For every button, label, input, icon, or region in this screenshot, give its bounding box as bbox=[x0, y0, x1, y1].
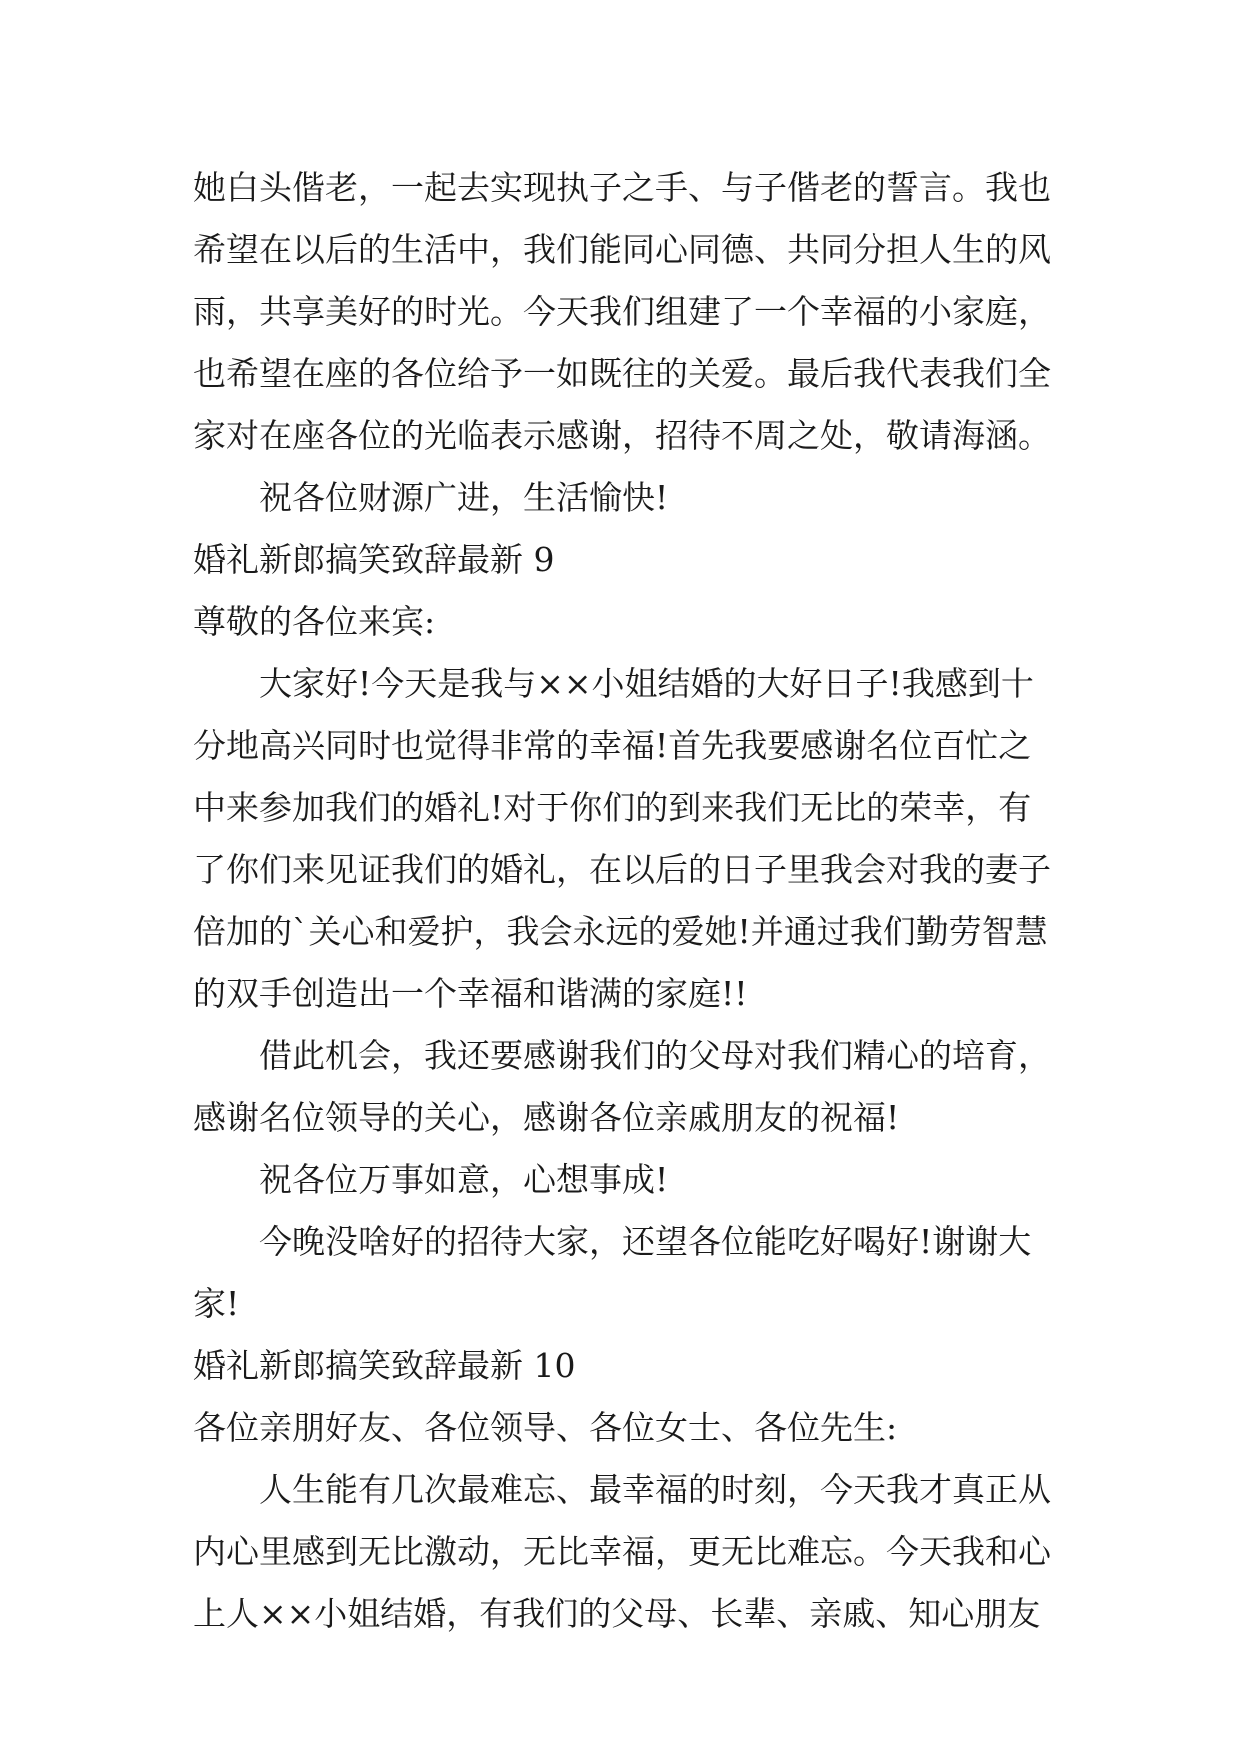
text-line: 上人××小姐结婚，有我们的父母、长辈、亲戚、知心朋友 bbox=[193, 1594, 1041, 1633]
text-line: 各位亲朋好友、各位领导、各位女士、各位先生: bbox=[193, 1408, 898, 1447]
text-line: 大家好!今天是我与××小姐结婚的大好日子!我感到十 bbox=[259, 664, 1034, 703]
text-line: 希望在以后的生活中，我们能同心同德、共同分担人生的风 bbox=[193, 230, 1051, 269]
text-line: 倍加的`关心和爱护，我会永远的爱她!并通过我们勤劳智慧 bbox=[193, 912, 1048, 951]
document-body bbox=[193, 157, 1073, 1645]
text-line: 借此机会，我还要感谢我们的父母对我们精心的培育， bbox=[259, 1036, 1051, 1075]
text-line: 内心里感到无比激动，无比幸福，更无比难忘。今天我和心 bbox=[193, 1532, 1051, 1571]
text-line: 祝各位财源广进，生活愉快! bbox=[259, 478, 669, 517]
text-line: 家对在座各位的光临表示感谢，招待不周之处，敬请海涵。 bbox=[193, 416, 1051, 455]
text-line: 分地高兴同时也觉得非常的幸福!首先我要感谢名位百忙之 bbox=[193, 726, 1032, 765]
text-line: 也希望在座的各位给予一如既往的关爱。最后我代表我们全 bbox=[193, 354, 1051, 393]
section-heading: 婚礼新郎搞笑致辞最新 9 bbox=[193, 540, 555, 579]
text-line: 家! bbox=[193, 1284, 240, 1323]
text-line: 人生能有几次最难忘、最幸福的时刻，今天我才真正从 bbox=[259, 1470, 1051, 1509]
text-line: 今晚没啥好的招待大家，还望各位能吃好喝好!谢谢大 bbox=[259, 1222, 1032, 1261]
text-line: 中来参加我们的婚礼!对于你们的到来我们无比的荣幸，有 bbox=[193, 788, 1032, 827]
text-line: 的双手创造出一个幸福和谐满的家庭!! bbox=[193, 974, 748, 1013]
text-line: 感谢名位领导的关心，感谢各位亲戚朋友的祝福! bbox=[193, 1098, 900, 1137]
text-line: 祝各位万事如意，心想事成! bbox=[259, 1160, 669, 1199]
text-line: 了你们来见证我们的婚礼，在以后的日子里我会对我的妻子 bbox=[193, 850, 1051, 889]
text-line: 雨，共享美好的时光。今天我们组建了一个幸福的小家庭， bbox=[193, 292, 1051, 331]
section-heading: 婚礼新郎搞笑致辞最新 10 bbox=[193, 1346, 576, 1385]
text-line: 她白头偕老，一起去实现执子之手、与子偕老的誓言。我也 bbox=[193, 168, 1051, 207]
text-line: 尊敬的各位来宾: bbox=[193, 602, 436, 641]
